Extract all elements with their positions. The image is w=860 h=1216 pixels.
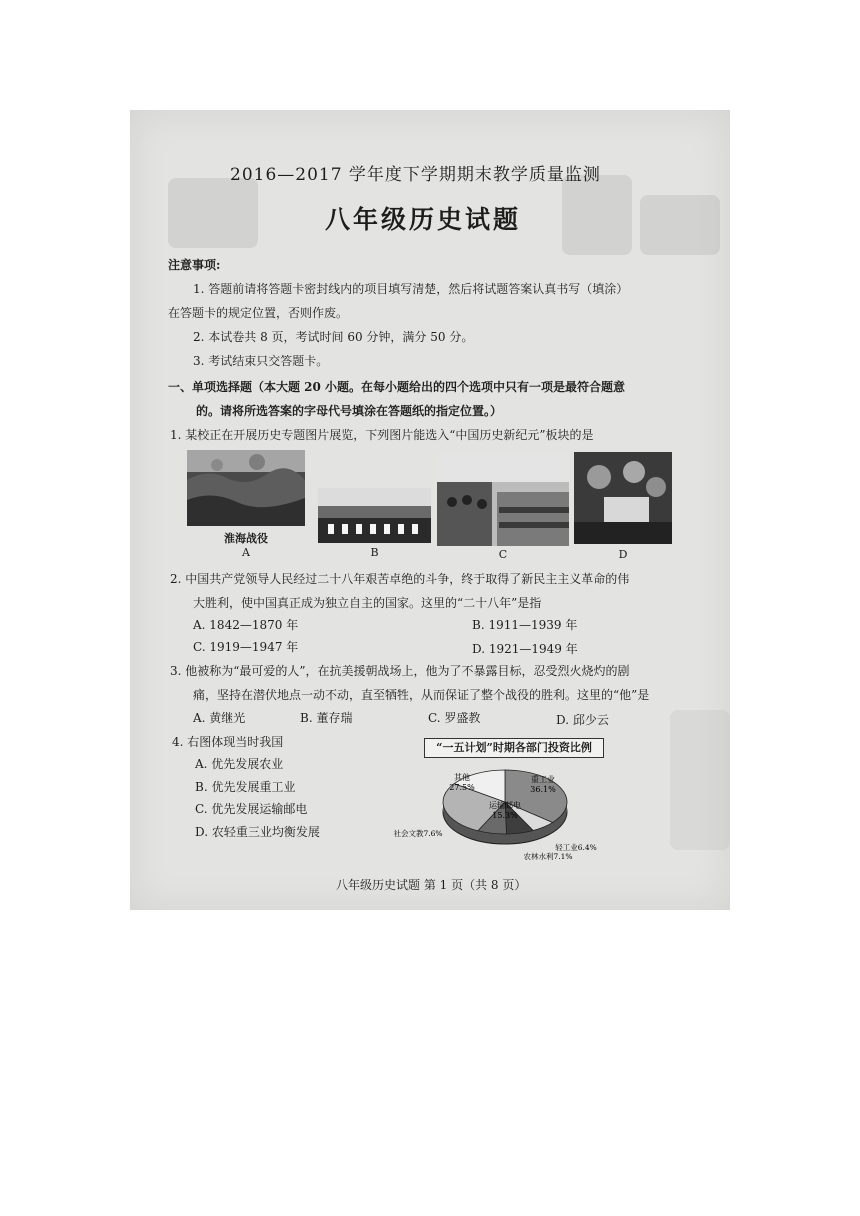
option-a-label: A	[242, 546, 250, 559]
question-4-stem: 4. 右图体现当时我国	[172, 735, 284, 749]
bleed-through-image	[640, 195, 720, 255]
photo-option-b	[318, 488, 431, 543]
question-4-option-d: D. 农轻重三业均衡发展	[195, 825, 320, 839]
photo-option-c	[437, 452, 569, 546]
question-3-option-d: D. 邱少云	[556, 713, 609, 727]
pie-label-5: 运输邮电	[489, 801, 521, 810]
photo-a-caption: 淮海战役	[224, 532, 268, 545]
question-3-option-b: B. 董存瑞	[300, 711, 353, 725]
question-2-option-c: C. 1919—1947 年	[193, 640, 299, 654]
pie-label-0: 重工业	[531, 775, 555, 784]
notes-item-3: 3. 考试结束只交答题卡。	[193, 354, 329, 368]
notes-item-1-cont: 在答题卡的规定位置，否则作废。	[168, 306, 349, 320]
pie-value-4: 27.5%	[449, 783, 475, 792]
chart-title: “一五计划”时期各部门投资比例	[424, 738, 604, 758]
page-footer: 八年级历史试题 第 1 页（共 8 页）	[336, 878, 527, 892]
bleed-through-image	[168, 178, 258, 248]
question-3-stem: 3. 他被称为“最可爱的人”，在抗美援朝战场上，他为了不暴露目标，忍受烈火烧灼的剧	[170, 664, 630, 678]
section-heading-cont: 的。请将所选答案的字母代号填涂在答题纸的指定位置。）	[196, 404, 503, 418]
question-2-option-a: A. 1842—1870 年	[193, 618, 299, 632]
question-1-stem: 1. 某校正在开展历史专题图片展览，下列图片能选入“中国历史新纪元”板块的是	[170, 428, 594, 442]
question-2-stem-cont: 大胜利，使中国真正成为独立自主的国家。这里的“二十八年”是指	[193, 596, 542, 610]
pie-value-0: 36.1%	[530, 785, 556, 794]
option-d-label: D	[618, 548, 628, 561]
question-3-stem-cont: 痛，坚持在潜伏地点一动不动，直至牺牲，从而保证了整个战役的胜利。这里的“他”是	[193, 688, 650, 702]
question-4-option-b: B. 优先发展重工业	[195, 780, 296, 794]
photo-option-a	[187, 450, 305, 526]
investment-pie-chart	[393, 758, 630, 862]
subject-title: 八年级历史试题	[325, 205, 522, 234]
question-2-stem: 2. 中国共产党领导人民经过二十八年艰苦卓绝的斗争，终于取得了新民主主义革命的伟	[170, 572, 630, 586]
section-heading: 一、单项选择题（本大题 20 小题。在每小题给出的四个选项中只有一项是最符合题意	[168, 380, 626, 394]
question-4-option-c: C. 优先发展运输邮电	[195, 802, 308, 816]
bleed-through-image	[562, 175, 632, 255]
question-3-option-a: A. 黄继光	[193, 711, 246, 725]
pie-label-1: 轻工业6.4%	[555, 843, 597, 852]
option-b-label: B	[370, 546, 379, 559]
notes-item-2: 2. 本试卷共 8 页，考试时间 60 分钟，满分 50 分。	[193, 330, 474, 344]
notes-heading: 注意事项:	[168, 258, 221, 272]
question-2-option-d: D. 1921—1949 年	[472, 642, 578, 656]
bleed-through-image	[670, 710, 730, 850]
option-c-label: C	[498, 548, 508, 561]
pie-label-3: 社会文教7.6%	[393, 829, 443, 838]
notes-item-1: 1. 答题前请将答题卡密封线内的项目填写清楚，然后将试题答案认真书写（填涂）	[193, 282, 629, 296]
exam-title: 2016—2017 学年度下学期期末教学质量监测	[230, 165, 601, 185]
photo-option-d	[574, 452, 672, 544]
question-4-option-a: A. 优先发展农业	[195, 757, 284, 771]
question-3-option-c: C. 罗盛教	[428, 711, 481, 725]
pie-label-4: 其他	[454, 773, 470, 782]
pie-label-2: 农林水利7.1%	[523, 852, 573, 861]
pie-value-5: 15.3%	[492, 811, 518, 820]
question-2-option-b: B. 1911—1939 年	[472, 618, 578, 632]
